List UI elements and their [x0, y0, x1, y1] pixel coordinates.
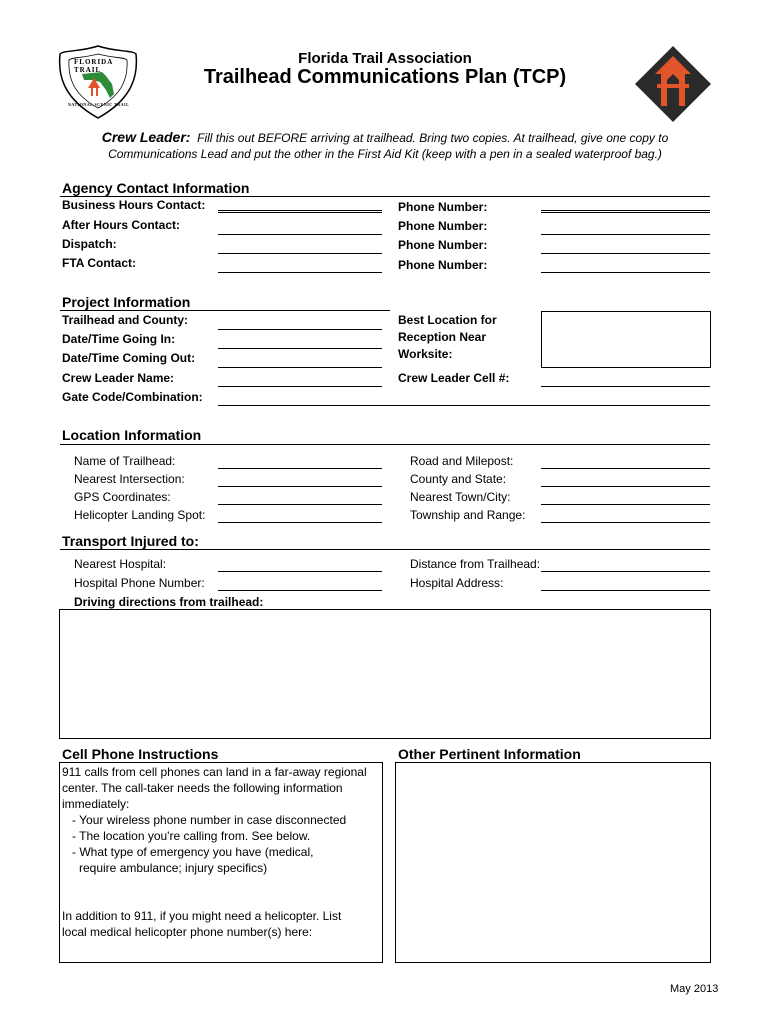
cell-bullet-3b: require ambulance; injury specifics)	[79, 861, 268, 875]
nearest-town-label: Nearest Town/City:	[410, 490, 511, 504]
going-in-label: Date/Time Going In:	[62, 332, 176, 346]
after-hours-label: After Hours Contact:	[62, 218, 181, 232]
intersection-label: Nearest Intersection:	[74, 472, 185, 486]
trailhead-county-label: Trailhead and County:	[62, 313, 189, 327]
gps-label: GPS Coordinates:	[74, 490, 171, 504]
logo-left-sub: NATIONAL SCENIC TRAIL	[68, 102, 130, 107]
dispatch-phone-field[interactable]	[541, 253, 710, 254]
distance-field[interactable]	[541, 571, 710, 572]
cell-p1-line2: center. The call-taker needs the following information	[62, 781, 343, 795]
intro-lead: Crew Leader:	[101, 129, 191, 145]
trailhead-name-field[interactable]	[218, 468, 382, 469]
heli-landing-label: Helicopter Landing Spot:	[74, 508, 206, 522]
project-heading: Project Information	[62, 294, 191, 310]
hospital-address-label: Hospital Address:	[410, 576, 504, 590]
heli-landing-field[interactable]	[218, 522, 382, 523]
location-heading: Location Information	[62, 427, 202, 443]
hospital-phone-label: Hospital Phone Number:	[74, 576, 205, 590]
best-location-label-2: Reception Near	[398, 330, 487, 344]
agency-heading: Agency Contact Information	[62, 180, 250, 196]
after-phone-label: Phone Number:	[398, 219, 488, 233]
county-state-label: County and State:	[410, 472, 507, 486]
best-location-label-3: Worksite:	[398, 347, 453, 361]
nearest-hospital-field[interactable]	[218, 571, 382, 572]
intro-line-1	[0, 129, 770, 145]
header-org: Florida Trail Association	[298, 50, 472, 67]
business-phone-field[interactable]	[541, 210, 710, 211]
crew-leader-label: Crew Leader Name:	[62, 371, 175, 385]
transport-rule	[60, 549, 710, 550]
transport-heading: Transport Injured to:	[62, 533, 199, 549]
dispatch-field[interactable]	[218, 253, 382, 254]
cell-p1-line1: 911 calls from cell phones can land in a far-away regional	[62, 765, 367, 779]
hospital-address-field[interactable]	[541, 590, 710, 591]
trailhead-county-field[interactable]	[218, 329, 382, 330]
best-location-label-1: Best Location for	[398, 313, 497, 327]
business-hours-field[interactable]	[218, 210, 382, 211]
cell-phone-heading: Cell Phone Instructions	[62, 746, 219, 762]
fta-phone-label: Phone Number:	[398, 258, 488, 272]
best-location-box[interactable]	[541, 311, 711, 368]
coming-out-label: Date/Time Coming Out:	[62, 351, 196, 365]
fta-diamond-logo-icon	[633, 44, 713, 124]
fta-contact-field[interactable]	[218, 272, 382, 273]
crew-leader-field[interactable]	[218, 386, 382, 387]
cell-bullet-1: - Your wireless phone number in case disconnected	[72, 813, 347, 827]
nearest-town-field[interactable]	[541, 504, 710, 505]
cell-bullet-2: - The location you're calling from. See below.	[72, 829, 311, 843]
project-rule	[60, 310, 390, 311]
going-in-field[interactable]	[218, 348, 382, 349]
dispatch-label: Dispatch:	[62, 237, 117, 251]
agency-rule	[60, 196, 710, 197]
road-milepost-label: Road and Milepost:	[410, 454, 514, 468]
cell-p2-line1: In addition to 911, if you might need a helicopter. List	[62, 909, 342, 923]
township-field[interactable]	[541, 522, 710, 523]
fta-contact-label: FTA Contact:	[62, 256, 136, 270]
distance-label: Distance from Trailhead:	[410, 557, 541, 571]
fta-phone-field[interactable]	[541, 272, 710, 273]
township-label: Township and Range:	[410, 508, 526, 522]
crew-cell-label: Crew Leader Cell #:	[398, 371, 510, 385]
cell-phone-text	[62, 764, 382, 940]
nearest-hospital-label: Nearest Hospital:	[74, 557, 167, 571]
after-hours-field[interactable]	[218, 234, 382, 235]
fta-logo-right	[633, 44, 713, 124]
business-phone-label: Phone Number:	[398, 200, 488, 214]
cell-p1-line3: immediately:	[62, 797, 130, 811]
directions-box[interactable]	[59, 609, 711, 739]
other-heading: Other Pertinent Information	[398, 746, 581, 762]
gps-field[interactable]	[218, 504, 382, 505]
directions-label: Driving directions from trailhead:	[74, 595, 264, 609]
cell-bullet-3a: - What type of emergency you have (medical,	[72, 845, 314, 859]
hospital-phone-field[interactable]	[218, 590, 382, 591]
gate-code-label: Gate Code/Combination:	[62, 390, 203, 404]
after-phone-field[interactable]	[541, 234, 710, 235]
road-milepost-field[interactable]	[541, 468, 710, 469]
trailhead-name-label: Name of Trailhead:	[74, 454, 176, 468]
logo-left-text: FLORIDA TRAIL	[74, 58, 113, 74]
cell-p2-line2: local medical helicopter phone number(s) here:	[62, 925, 313, 939]
other-info-box[interactable]	[395, 762, 711, 963]
dispatch-phone-label: Phone Number:	[398, 238, 488, 252]
gate-code-field[interactable]	[218, 405, 710, 406]
coming-out-field[interactable]	[218, 367, 382, 368]
location-rule	[60, 444, 710, 445]
intro-line-2: Communications Lead and put the other in the First Aid Kit (keep with a pen in a sealed waterproof bag.)	[108, 147, 662, 161]
footer-date: May 2013	[670, 983, 719, 995]
business-hours-label: Business Hours Contact:	[62, 198, 206, 212]
county-state-field[interactable]	[541, 486, 710, 487]
intersection-field[interactable]	[218, 486, 382, 487]
crew-cell-field[interactable]	[541, 386, 710, 387]
page-title: Trailhead Communications Plan (TCP)	[203, 66, 567, 88]
intro-text-1: Fill this out BEFORE arriving at trailhead. Bring two copies. At trailhead, give one copy to	[197, 131, 669, 145]
